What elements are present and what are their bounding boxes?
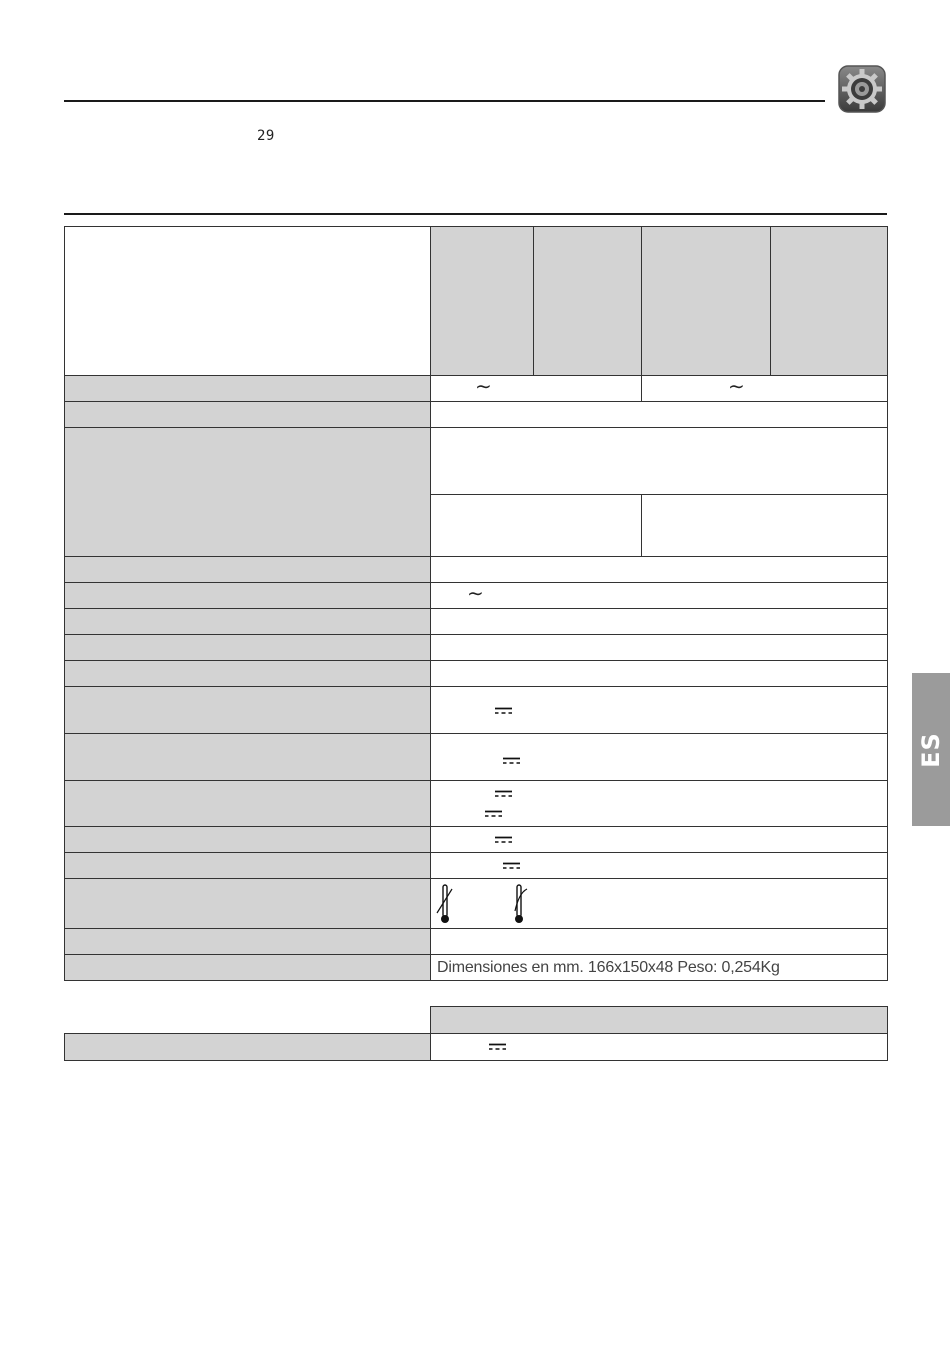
row-label-cell [65, 428, 431, 557]
value-cell [431, 781, 888, 827]
row-label-cell [65, 583, 431, 609]
table-header-cell [431, 1007, 888, 1034]
segment-number: 29 [257, 128, 275, 144]
dc-symbol-icon [503, 757, 520, 765]
dc-symbol-icon [495, 836, 512, 844]
blank-cell [65, 1007, 431, 1034]
table-row [65, 955, 888, 981]
gear-icon [838, 65, 886, 113]
table-row [65, 853, 888, 879]
row-label-cell [65, 687, 431, 734]
dc-symbol-icon [495, 707, 512, 715]
value-cell [431, 609, 888, 635]
table-row [65, 661, 888, 687]
value-cell [431, 853, 888, 879]
row-label-cell [65, 376, 431, 402]
table-row [65, 583, 888, 609]
row-label-cell [65, 929, 431, 955]
table-row [65, 734, 888, 781]
table-header-row [65, 227, 888, 376]
value-cell [431, 687, 888, 734]
row-label-cell [65, 781, 431, 827]
dc-symbol-icon [503, 862, 520, 870]
row-label-cell [65, 955, 431, 981]
accessory-table [64, 1006, 888, 1061]
dc-symbol-icon [489, 1043, 506, 1051]
value-cell [431, 661, 888, 687]
table-row [65, 1034, 888, 1061]
value-cell [431, 955, 888, 981]
table-row [65, 929, 888, 955]
table-row [65, 557, 888, 583]
table-row [65, 687, 888, 734]
table-row [65, 827, 888, 853]
value-cell [642, 495, 888, 557]
table-row [65, 781, 888, 827]
row-label-cell [65, 661, 431, 687]
value-cell [431, 879, 888, 929]
ac-symbol-icon: ∼ [728, 376, 745, 398]
value-cell [431, 402, 888, 428]
ac-symbol-icon: ∼ [467, 583, 484, 605]
top-rule [64, 100, 825, 102]
value-cell [431, 583, 888, 609]
value-cell [431, 635, 888, 661]
row-label-cell [65, 609, 431, 635]
table-header-cell [642, 227, 771, 376]
ac-symbol-icon: ∼ [475, 376, 492, 398]
row-label-cell [65, 402, 431, 428]
value-cell [642, 376, 888, 402]
row-label-cell [65, 557, 431, 583]
table-row [65, 402, 888, 428]
language-tab-label: ES [917, 731, 945, 768]
row-label-cell [65, 1034, 431, 1061]
value-cell [431, 428, 888, 495]
value-cell [431, 734, 888, 781]
table-row [65, 428, 888, 495]
row-label-cell [65, 853, 431, 879]
language-tab [912, 673, 950, 826]
section-rule [64, 213, 887, 215]
value-cell [431, 495, 642, 557]
table-header-cell [65, 227, 431, 376]
value-cell [431, 557, 888, 583]
value-cell [431, 929, 888, 955]
dc-symbol-icon [485, 810, 502, 818]
value-cell [431, 376, 642, 402]
thermometer-icon [435, 883, 455, 925]
dc-symbol-icon [495, 790, 512, 798]
row-label-cell [65, 827, 431, 853]
row-label-cell [65, 734, 431, 781]
thermometer-icon [509, 883, 529, 925]
specs-table [64, 226, 888, 981]
value-cell [431, 827, 888, 853]
table-row [65, 376, 888, 402]
table-header-cell [431, 227, 534, 376]
table-header-cell [534, 227, 642, 376]
table-header-row [65, 1007, 888, 1034]
table-header-cell [771, 227, 888, 376]
value-cell [431, 1034, 888, 1061]
table-row [65, 635, 888, 661]
dimensions-text: Dimensiones en mm. 166x150x48 Peso: 0,254Kg [437, 958, 780, 976]
table-row [65, 879, 888, 929]
table-row [65, 609, 888, 635]
row-label-cell [65, 635, 431, 661]
row-label-cell [65, 879, 431, 929]
